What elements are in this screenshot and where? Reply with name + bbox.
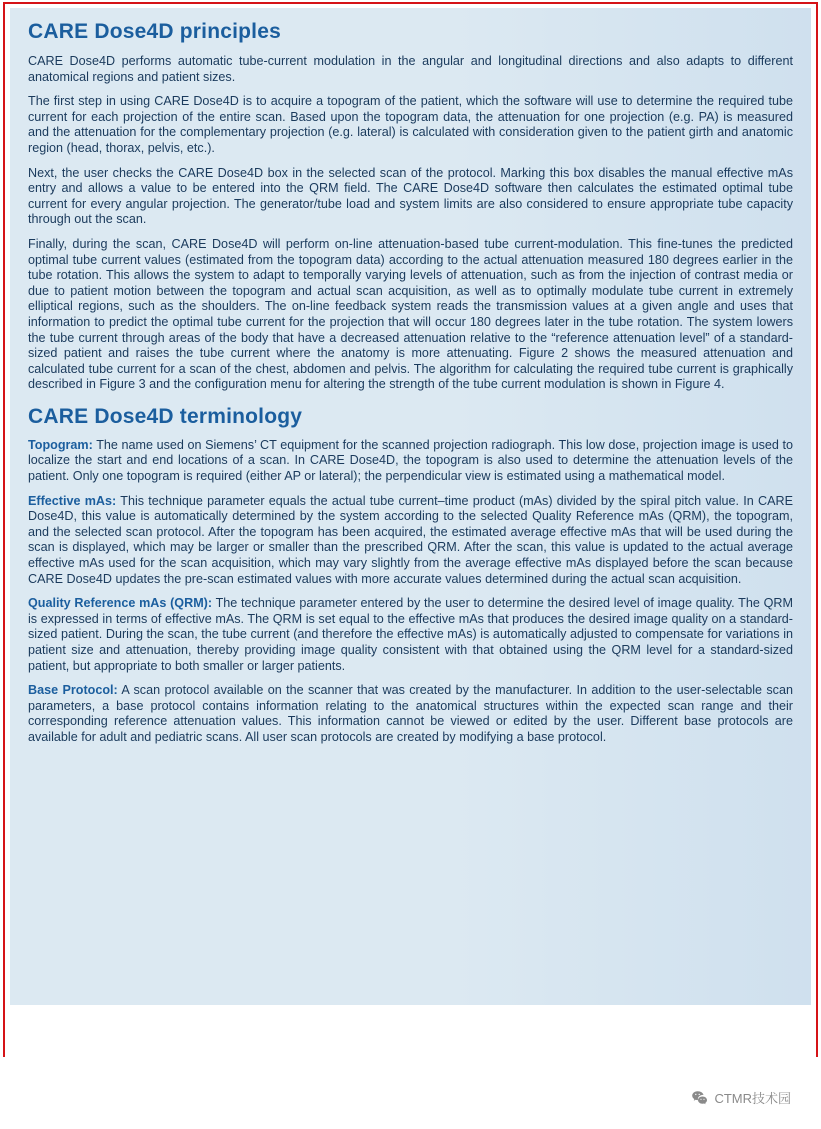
paragraph-principles-4: Finally, during the scan, CARE Dose4D will perform on-line attenuation-based tube current-modulation. This fine-tunes the predicted optimal tube current values (estimated from the topogram data) according to the actual attenuation measured 180 degrees earlier in the tube rotation. This allows the system to adapt to temporally varying levels of attenuation, such as from the injection of contrast media or due to patient motion between the topogram and actual scan acquisition, as well as to optimally modulate tube current in extremely elliptical regions, such as the shoulders. The on-line feedback system reads the transmission values at a given angle and uses that information to predict the optimal tube current for the projection that will occur 180 degrees later in the tube rotation. The system lowers the tube current through areas of the body that have a decreased attenuation relative to the “reference attenuation level” of a standard-sized patient and raises the tube current where the anatomy is more attenuating. Figure 2 shows the measured attenuation and calculated tube current for a scan of the chest, abdomen and pelvis. The algorithm for calculating the required tube current is graphically described in Figure 3 and the configuration menu for altering the strength of the tube current modulation is shown in Figure 4. [28, 236, 793, 392]
definition-term-base-protocol: Base Protocol: [28, 683, 118, 698]
watermark [691, 1088, 791, 1107]
definition-base-protocol [28, 683, 793, 745]
definition-topogram [28, 438, 793, 485]
definition-qrm [28, 596, 793, 674]
definition-text-effective-mas: This technique parameter equals the actual tube current–time product (mAs) divided by the spiral pitch value. In CARE Dose4D, this value is automatically determined by the system according to the selected Quality Reference mAs (QRM), the topogram, and the selected scan protocol. After the topogram has been acquired, the estimated average effective mAs that will be used during the scan is displayed, which may be larger or smaller than the prescribed QRM. After the scan, this value is updated to the actual average effective mAs used for the scan acquisition, which may vary slightly from the average effective mAs displayed before the scan because CARE Dose4D updates the pre-scan estimated values with more accurate values determined during the actual scan acquisition. [28, 493, 793, 586]
page-frame [3, 2, 818, 1059]
article-content [10, 8, 811, 1053]
paragraph-principles-3: Next, the user checks the CARE Dose4D box in the selected scan of the protocol. Marking this box disables the manual effective mAs entry and allows a value to be entered into the QRM field. The CARE Dose4D software then calculates the estimated optimal tube current for every angular projection. The generator/tube load and system limits are also considered to ensure appropriate tube capacity through out the scan. [28, 165, 793, 227]
definition-term-effective-mas: Effective mAs: [28, 493, 117, 508]
definition-text-base-protocol: A scan protocol available on the scanner that was created by the manufacturer. In addition to the user-selectable scan parameters, a base protocol contains information relating to the anatomical structures within the expected scan range and their corresponding reference attenuation values. This information cannot be viewed or edited by the user. Different base protocols are available for adult and pediatric scans. All user scan protocols are created by modifying a base protocol. [28, 683, 793, 744]
definition-effective-mas [28, 494, 793, 588]
definition-term-qrm: Quality Reference mAs (QRM): [28, 596, 213, 611]
watermark-label: CTMR技术园 [714, 1091, 791, 1106]
definition-text-qrm: The technique parameter entered by the user to determine the desired level of image quality. The QRM is expressed in terms of effective mAs. The QRM is set equal to the effective mAs that produces the desired image quality on a standard-sized patient. During the scan, the tube current (and therefore the effective mAs) is automatically adjusted to compensate for variations in patient size and attenuation, thereby providing image quality consistent with that obtained using the QRM level for a standard-sized patient, but appropriate to both smaller or larger patients. [28, 596, 793, 673]
paragraph-principles-1: CARE Dose4D performs automatic tube-current modulation in the angular and longitudinal directions and also adapts to different anatomical regions and patient sizes. [28, 54, 793, 84]
footer-strip [0, 1057, 821, 1129]
definition-term-topogram: Topogram: [28, 437, 93, 452]
content-bottom-whitespace [10, 1005, 811, 1053]
section-heading-principles: CARE Dose4D principles [28, 20, 281, 43]
definition-text-topogram: The name used on Siemens’ CT equipment for the scanned projection radiograph. This low dose, projection image is used to localize the start and end locations of a scan. In CARE Dose4D, the topogram is also used to determine the attenuation levels of the patient. Only one topogram is required (either AP or lateral); the perpendicular view is estimated using a mathematical model. [28, 437, 793, 484]
paragraph-principles-2: The first step in using CARE Dose4D is to acquire a topogram of the patient, which the software will use to determine the required tube current for each projection of the entire scan. Based upon the topogram data, the attenuation for one projection (e.g. PA) is measured and the attenuation for the complementary projection (e.g. lateral) is calculated with consideration given to the patient girth and anatomic region (head, thorax, pelvis, etc.). [28, 94, 793, 155]
wechat-icon [691, 1089, 708, 1106]
section-heading-terminology: CARE Dose4D terminology [28, 404, 303, 428]
